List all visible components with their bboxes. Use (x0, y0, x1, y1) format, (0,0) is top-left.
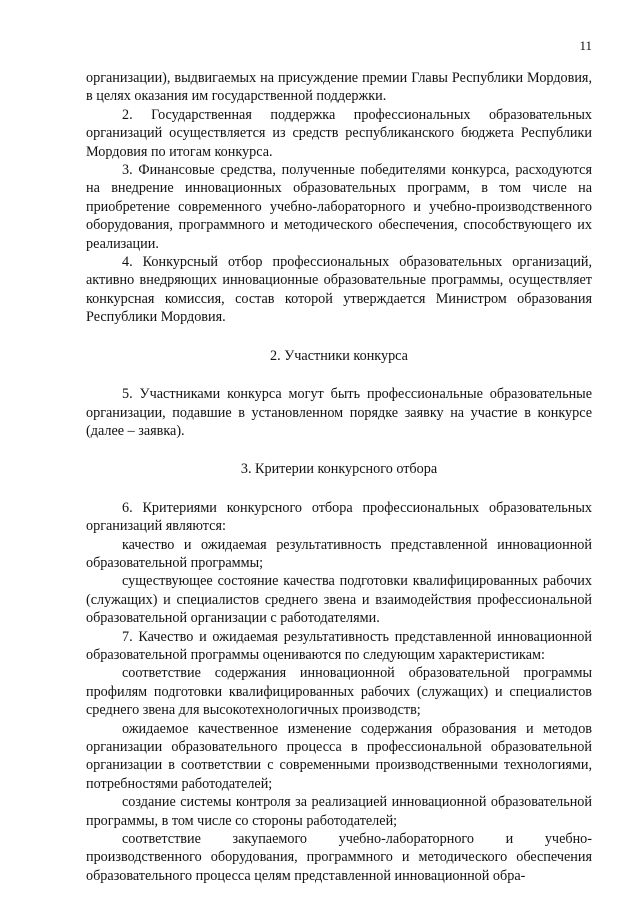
evaluation-item-equipment: соответствие закупаемого учебно-лабораторного и учебно-производственного оборудования, программного и методического обеспечения образовательного процесса целям представленной инновационной обра- (86, 831, 592, 884)
document-body (86, 69, 592, 885)
paragraph-2-state-support: 2. Государственная поддержка профессиональных образовательных организаций осуществляется из средств республиканского бюджета Республики Мордовия по итогам конкурса. (86, 106, 592, 160)
evaluation-item-profiles: соответствие содержания инновационной образовательной программы профилям подготовки квалифицированных рабочих (служащих) и специалистов среднего звена для высокотехнологичных производств; (86, 665, 592, 719)
paragraph-7-evaluation: 7. Качество и ожидаемая результативность представленной инновационной образовательной программы оцениваются по следующим характеристикам: (86, 628, 592, 663)
criteria-item-quality: качество и ожидаемая результативность представленной инновационной образовательной программы; (86, 536, 592, 571)
paragraph-6-criteria: 6. Критериями конкурсного отбора профессиональных образовательных организаций являются: (86, 499, 592, 535)
paragraph-continuation: организации), выдвигаемых на присуждение премии Главы Республики Мордовия, в целях оказания им государственной поддержки. (86, 70, 592, 105)
paragraph-3-funds: 3. Финансовые средства, полученные победителями конкурса, расходуются на внедрение инновационных образовательных программ, в том числе на приобретение современного учебно-лабораторного и учебно-производственного оборудования, программного и методического обеспечения, способствующего их реализации. (86, 162, 592, 252)
paragraph-4-commission: 4. Конкурсный отбор профессиональных образовательных организаций, активно внедряющих инновационные образовательные программы, осуществляет конкурсная комиссия, состав которой утверждается Министром образования Республики Мордовия. (86, 254, 592, 326)
criteria-item-current-state: существующее состояние качества подготовки квалифицированных рабочих (служащих) и специалистов среднего звена и взаимодействия профессиональной образовательной организации с работодателями. (86, 573, 592, 627)
section-heading-criteria: 3. Критерии конкурсного отбора (240, 461, 438, 478)
spacer (86, 479, 592, 499)
evaluation-item-expected-change: ожидаемое качественное изменение содержания образования и методов организации образовательного процесса в профессиональной образовательной организации в соответствии с современными производственными технологиями, потребностями работодателей; (86, 720, 592, 792)
page-number: 11 (579, 38, 592, 53)
evaluation-item-control-system: создание системы контроля за реализацией инновационной образовательной программы, в том числе со стороны работодателей; (86, 794, 592, 829)
section-heading-participants: 2. Участники конкурса (270, 347, 408, 364)
spacer (86, 327, 592, 347)
spacer (86, 440, 592, 460)
paragraph-5-participants: 5. Участниками конкурса могут быть профессиональные образовательные организации, подавшие в установленном порядке заявку на участие в конкурсе (далее – заявка). (86, 386, 592, 439)
spacer (86, 365, 592, 385)
